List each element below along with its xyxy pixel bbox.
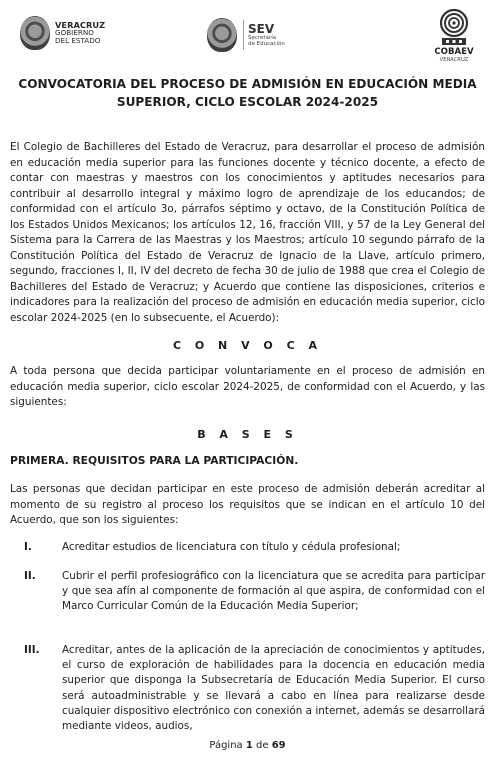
document-title	[10, 76, 485, 111]
convoca-heading: C O N V O C A	[172, 339, 323, 352]
item-text: Cubrir el perfil profesiográfico con la licenciatura que se acredita para participar y que sea afín al componente de formación al que aspira, de conformidad con el Marco Curricular Común de la Educación Media Superior;	[62, 570, 485, 613]
sev-separator	[243, 20, 244, 50]
item-number: III.	[24, 644, 40, 656]
sev-title: SEV	[248, 21, 275, 36]
sev-logo	[207, 18, 285, 52]
section-intro-paragraph: Las personas que decidan participar en este proceso de admisión deberán acreditar al momento de su registro al proceso los requisitos que se indican en el artículo 10 del Acuerdo, que son los siguientes:	[10, 483, 485, 526]
cobaev-name: COBAEV	[434, 47, 474, 57]
item-text: Acreditar estudios de licenciatura con título y cédula profesional;	[62, 541, 401, 553]
sev-sub1: Secretaría	[248, 34, 277, 41]
veracruz-seal-icon	[20, 16, 50, 50]
page-of: de	[256, 740, 269, 751]
cobaev-spiral-icon	[438, 8, 470, 48]
veracruz-government-logo	[20, 16, 105, 50]
section-heading: PRIMERA. REQUISITOS PARA LA PARTICIPACIÓN.	[10, 454, 299, 467]
list-item	[24, 540, 485, 555]
list-item	[24, 643, 485, 734]
title-line1: CONVOCATORIA DEL PROCESO DE ADMISIÓN EN EDUCACIÓN MEDIA	[18, 77, 477, 91]
item-number: II.	[24, 570, 36, 582]
page-total: 69	[271, 740, 286, 751]
page-footer	[0, 740, 495, 751]
item-number: I.	[24, 541, 32, 553]
page-word: Página	[209, 740, 243, 751]
sev-sub2: de Educación	[248, 41, 285, 47]
gov-name: VERACRUZ	[55, 20, 106, 30]
cobaev-place: VERACRUZ	[439, 57, 469, 63]
cobaev-logo	[434, 8, 474, 63]
list-item	[24, 569, 485, 615]
title-line2: SUPERIOR, CICLO ESCOLAR 2024-2025	[116, 94, 379, 109]
item-text: Acreditar, antes de la aplicación de la apreciación de conocimientos y aptitudes, el curso de exploración de habilidades para la docencia en educación media superior que disponga la Subsecretaría de Educación Media Superior. El curso será autoadministrable y se llevará a cabo en línea para realizarse desde cualquier dispositivo electrónico con conexión a internet, además se desarrollará mediante videos, audios,	[62, 644, 485, 733]
veracruz-logo-text	[55, 21, 105, 45]
convoca-paragraph: A toda persona que decida participar voluntariamente en el proceso de admisión en educación media superior, ciclo escolar 2024-2025, de conformidad con el Acuerdo, y las siguientes:	[10, 365, 485, 408]
gov-line3: DEL ESTADO	[55, 36, 101, 45]
page-current: 1	[245, 740, 253, 751]
bases-heading: B A S E S	[197, 428, 298, 441]
page-header	[0, 8, 495, 70]
sev-seal-icon	[207, 18, 237, 52]
gov-line2: GOBIERNO	[55, 28, 94, 37]
intro-paragraph: El Colegio de Bachilleres del Estado de Veracruz, para desarrollar el proceso de admisión en educación media superior para las funciones docente y técnico docente, a efecto de contar con maestras y maestros con los conocimientos y aptitudes necesarios para contribuir al desarrollo integral y máximo logro de aprendizaje de los educandos; de conformidad con el artículo 3o, párrafos séptimo y octavo, de la Constitución Política de los Estados Unidos Mexicanos; los artículos 12, 16, fracción VIII, y 57 de la Ley General del Sistema para la Carrera de las Maestras y los Maestros; artículo 10 segundo párrafo de la Constitución Política del Estado de Veracruz de Ignacio de la Llave, artículo primero, segundo, fracciones I, II, IV del decreto de fecha 30 de julio de 1988 que crea el Colegio de Bachilleres del Estado de Veracruz; y Acuerdo que contiene las disposiciones, criterios e indicadores para la realización del proceso de admisión en educación media superior, ciclo escolar 2024-2025 (en lo subsecuente, el Acuerdo):	[10, 141, 485, 324]
